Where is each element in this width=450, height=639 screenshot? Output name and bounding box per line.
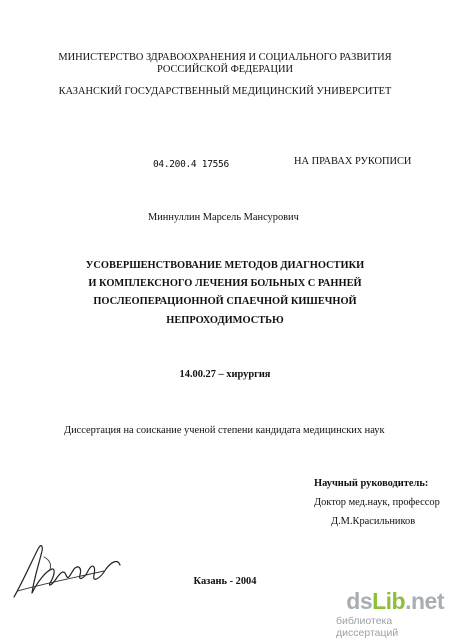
logo-part-lib: Lib	[372, 588, 406, 614]
place-and-year: Казань - 2004	[193, 576, 257, 587]
logo-part-ds: ds	[346, 588, 373, 614]
registration-stamp: 04.200.4 17556	[153, 159, 229, 170]
dslib-watermark	[336, 588, 450, 639]
university-name: КАЗАНСКИЙ ГОСУДАРСТВЕННЫЙ МЕДИЦИНСКИЙ УНИВЕРСИТЕТ	[58, 86, 392, 97]
author-name: Миннуллин Марсель Мансурович	[148, 212, 299, 223]
supervisor-degree: Доктор мед.наук, профессор	[314, 497, 440, 508]
logo-part-net: .net	[405, 588, 444, 614]
title-line-1: УСОВЕРШЕНСТВОВАНИЕ МЕТОДОВ ДИАГНОСТИКИ	[85, 260, 365, 271]
title-line-4: НЕПРОХОДИМОСТЬЮ	[166, 315, 284, 326]
ministry-line-1: МИНИСТЕРСТВО ЗДРАВООХРАНЕНИЯ И СОЦИАЛЬНОГО РАЗВИТИЯ	[58, 52, 392, 63]
supervisor-heading: Научный руководитель:	[314, 478, 429, 489]
specialty-code: 14.00.27 – хирургия	[179, 369, 271, 380]
title-line-3: ПОСЛЕОПЕРАЦИОННОЙ СПАЕЧНОЙ КИШЕЧНОЙ	[93, 296, 357, 307]
supervisor-name: Д.М.Красильников	[331, 516, 416, 527]
dissertation-note: Диссертация на соискание ученой степени кандидата медицинских наук	[64, 425, 385, 436]
title-line-2: И КОМПЛЕКСНОГО ЛЕЧЕНИЯ БОЛЬНЫХ С РАННЕЙ	[88, 278, 362, 289]
handwritten-signature	[8, 535, 138, 605]
watermark-subtitle: библиотека диссертаций	[336, 615, 399, 639]
manuscript-note: НА ПРАВАХ РУКОПИСИ	[294, 156, 412, 167]
dslib-logo	[346, 588, 444, 615]
ministry-line-2: РОССИЙСКОЙ ФЕДЕРАЦИИ	[156, 64, 294, 75]
